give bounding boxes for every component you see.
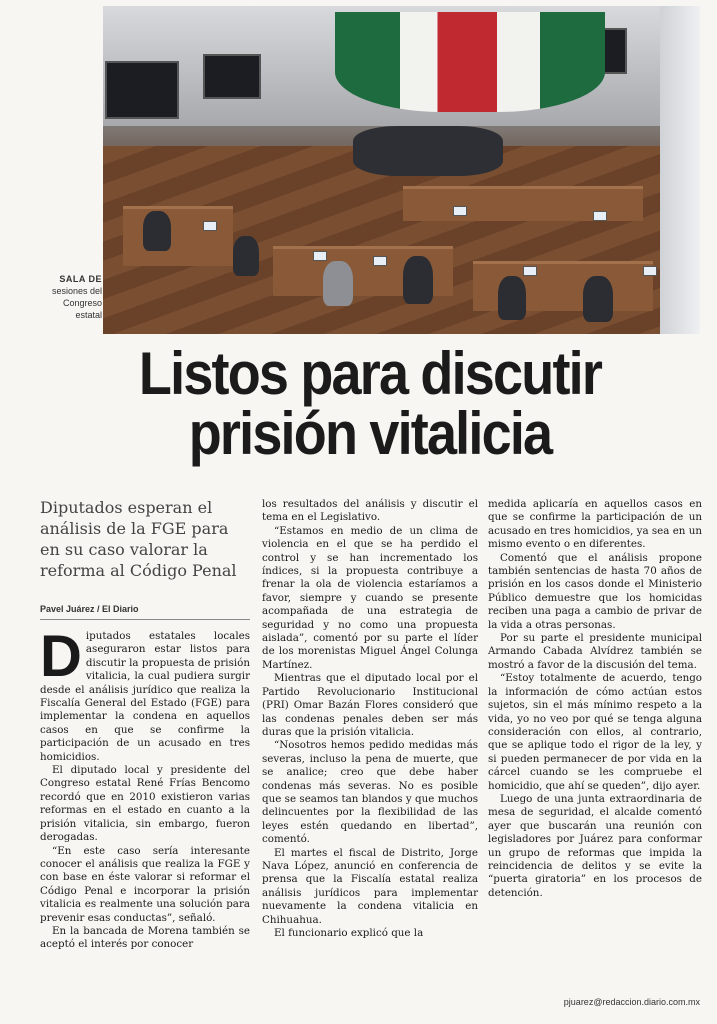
byline-divider <box>40 619 250 620</box>
body-column-2 <box>262 498 478 940</box>
caption-text: sesiones del Congreso estatal <box>51 286 102 320</box>
desk-row-4 <box>403 186 643 221</box>
paragraph: Por su parte el presidente municipal Armando Cabada Alvídrez también se mostró a favor de la discusión del tema. <box>488 632 702 671</box>
laptop <box>523 266 537 276</box>
drop-cap: D <box>40 624 82 689</box>
paragraph: “En este caso sería interesante conocer el análisis que realiza la FGE y con base en éste valorar si reformar el Código Penal e incorporar la prisión vitalicia es realmente una solución para prevenir esas conductas”, señaló. <box>40 844 250 924</box>
person <box>498 276 526 320</box>
center-screen <box>203 54 261 99</box>
paragraph: medida aplicaría en aquellos casos en que se confirme la participación de un acusado en tres homicidios, ya sea en un mismo evento o en diferentes. <box>488 498 702 551</box>
paragraph: Comentó que el análisis propone también sentencias de hasta 70 años de prisión en los casos donde el Ministerio Público demuestre que los homicidas reciben una paga a cambio de privar de la vida a otras personas. <box>488 551 702 631</box>
paragraph: los resultados del análisis y discutir el tema en el Legislativo. <box>262 498 478 524</box>
person <box>233 236 259 276</box>
person <box>323 261 353 306</box>
headline <box>73 340 667 467</box>
paragraph-text: iputados estatales locales aseguraron estar listos para discutir la propuesta de prisión vitalicia, la cual pudiera surgir desde el análisis jurídico que realiza la Fiscalía General del Estado (FGE) para implementar la condena en aquellos casos en que se confirme la participación de un acusado en tres homicidios. <box>40 630 250 763</box>
laptop <box>593 211 607 221</box>
paragraph: “Estamos en medio de un clima de violencia en el que se ha perdido el control y se han incrementado los índices, si la propuesta contribuye a frenar la ola de violencia estaríamos a favor, siempre y cuando se presente acompañada de una estrategia de seguridad y no como una propuesta aislada”, comentó por su parte el líder de los morenistas Miguel Ángel Colunga Martínez. <box>262 524 478 671</box>
person <box>353 126 503 176</box>
laptop <box>313 251 327 261</box>
column-pillar <box>660 6 700 334</box>
author-email[interactable]: pjuarez@redaccion.diario.com.mx <box>563 997 700 1007</box>
desk-row-1 <box>123 206 233 266</box>
headline-line-2: prisión vitalicia <box>188 400 552 467</box>
paragraph: Mientras que el diputado local por el Partido Revolucionario Institucional (PRI) Omar Bazán Flores consideró que las condenas penales deben ser más duras que la prisión vitalicia. <box>262 672 478 738</box>
person <box>403 256 433 304</box>
paragraph: Luego de una junta extraordinaria de mesa de seguridad, el alcalde comentó ayer que buscarán una reunión con legisladores por Juárez para conformar un grupo de reformas que impida la reincidencia de delitos y se evite la “puerta giratoria” en los procesos de detención. <box>488 792 702 899</box>
paragraph <box>40 624 250 764</box>
paragraph: El diputado local y presidente del Congreso estatal René Frías Bencomo recordó que en 2010 existieron varias reformas en el estado en cuanto a la prisión vitalicia, sin embargo, fueron derogadas. <box>40 764 250 844</box>
paragraph: “Estoy totalmente de acuerdo, tengo la información de cómo actúan estos sujetos, sin el más mínimo respeto a la vida, yo no veo por qué se tenga alguna consideración con ellos, al contrario, que se aplique todo el rigor de la ley, y si pueden permanecer de por vida en la cárcel cuando se les compruebe el homicidio, que ahí se queden”, dijo ayer. <box>488 672 702 792</box>
laptop <box>373 256 387 266</box>
laptop <box>643 266 657 276</box>
paragraph: En la bancada de Morena también se aceptó el interés por conocer <box>40 924 250 951</box>
body-column-3 <box>488 498 702 900</box>
paragraph: El funcionario explicó que la <box>274 927 424 939</box>
left-screen <box>105 61 179 119</box>
paragraph: “Nosotros hemos pedido medidas más severas, incluso la pena de muerte, que se analice; creo que debe haber condenas más severas. No es posible que se seamos tan blandos y que muchos delincuentes por la flexibilidad de las leyes estén quedando en libertad”, comentó. <box>262 739 478 846</box>
laptop <box>453 206 467 216</box>
person <box>583 276 613 322</box>
laptop <box>203 221 217 231</box>
congress-session-photo <box>103 6 700 334</box>
deck-subheading: Diputados esperan el análisis de la FGE para en su caso valorar la reforma al Código Penal <box>40 498 237 580</box>
headline-line-1: Listos para discutir <box>138 340 602 407</box>
person <box>143 211 171 251</box>
paragraph: El martes el fiscal de Distrito, Jorge Nava López, anunció en conferencia de prensa que la Fiscalía estatal realiza análisis jurídicos para implementar nuevamente la condena vitalicia en Chihuahua. <box>262 846 478 926</box>
mexican-flag <box>335 12 605 112</box>
photo-caption <box>44 273 102 321</box>
caption-lead: SALA DE <box>59 274 102 284</box>
byline: Pavel Juárez / El Diario <box>40 604 139 614</box>
body-column-1 <box>40 624 250 952</box>
